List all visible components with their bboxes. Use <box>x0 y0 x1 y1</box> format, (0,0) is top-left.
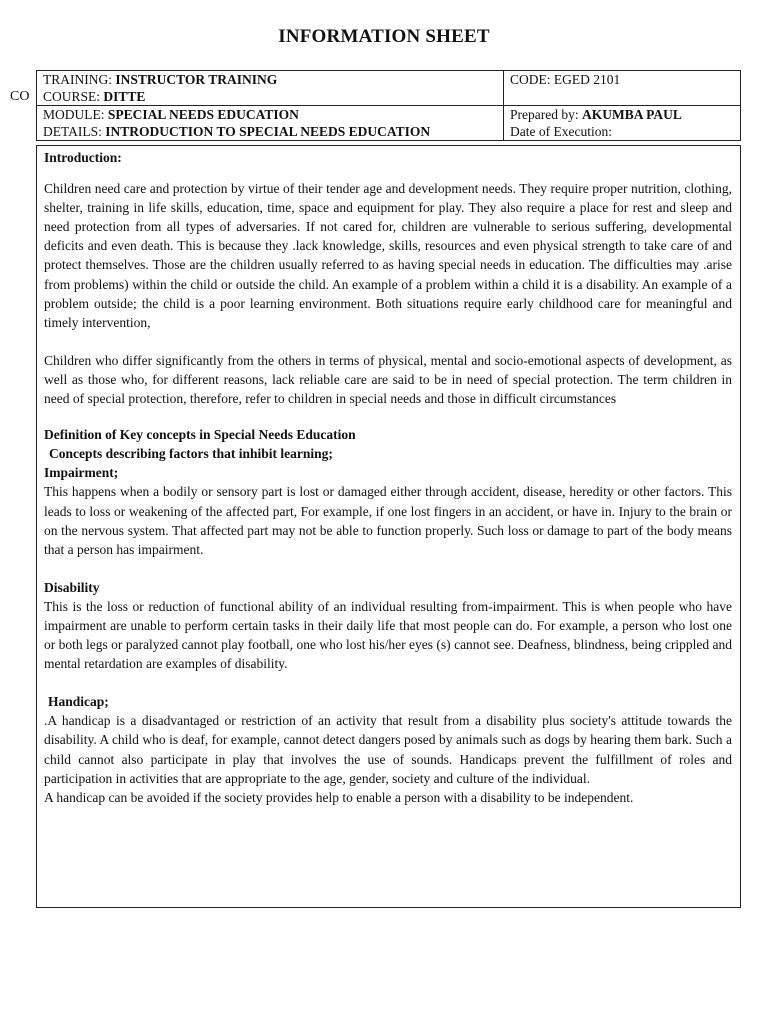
disability-text: This is the loss or reduction of functional ability of an individual resulting from-impairment. This is when people who have impairment are unable to perform certain tasks in their daily life that most people can do. For example, a person who lost one or both legs or paralyzed cannot play football, one who lost his/her eyes (s) cannot see. Deafness, blindness, being crippled and mental retardation are examples of disability. <box>44 598 732 672</box>
course-value: DITTE <box>103 89 146 104</box>
intro-paragraph-1: Children need care and protection by virtue of their tender age and development needs. They require proper nutrition, clothing, shelter, training in life skills, education, time, space and equipment for play. They also require a place for rest and sleep and need protection from all types of adversaries. If not cared for, children are vulnerable to serious suffering, developmental deficits and even death. This is because they .lack knowledge, skills, resources and even physical strength to take care of and protect themselves. Those are the children usually referred to as having special needs in education. The difficulties may .arise from problems) within the child or outside the child. An example of a problem within a child it is a disability. An example of a problem outside; the child is a poor learning environment. Both situations require early childhood care for meaningful and timely intervention, <box>44 181 732 330</box>
course-label: COURSE: <box>43 89 104 104</box>
module-value: SPECIAL NEEDS EDUCATION <box>107 107 299 122</box>
prepared-label: Prepared by: <box>510 107 582 122</box>
prepared-value: AKUMBA PAUL <box>581 107 682 122</box>
disability-heading: Disability <box>44 579 100 595</box>
training-course-cell <box>37 71 504 106</box>
training-value: INSTRUCTOR TRAINING <box>115 72 278 87</box>
details-label: DETAILS: <box>43 124 106 139</box>
module-label: MODULE: <box>43 107 108 122</box>
training-label: TRAINING: <box>43 72 116 87</box>
handicap-heading: Handicap; <box>48 694 109 710</box>
concepts-heading: Concepts describing factors that inhibit learning; <box>49 446 333 462</box>
handicap-text-1: .A handicap is a disadvantaged or restriction of an activity that result from a disability plus society's attitude towards the disability. A child who is deaf, for example, cannot detect dangers posed by animals such as dogs by hearing them bark. Such a child cannot also participate in play that involves the use of sounds. Handicaps prevent the fulfillment of roles and participation in activities that are appropriate to the age, gender, society and culture of the individual. <box>44 713 732 786</box>
code-text: CODE: EGED 2101 <box>510 72 621 87</box>
impairment-heading: Impairment; <box>44 465 119 481</box>
prepared-cell <box>504 106 741 141</box>
intro-heading: Introduction: <box>44 150 122 165</box>
impairment-text: This happens when a bodily or sensory part is lost or damaged either through accident, disease, heredity or other factors. This leads to loss or weakening of the affected part, For example, if one lost fingers in an accident, or have in. Injury to the brain or on the nervous system. That affected part may not be able to function properly. Such loss or damage to part of the body means that a person has impairment. <box>44 484 732 557</box>
details-value: INTRODUCTION TO SPECIAL NEEDS EDUCATION <box>105 124 431 139</box>
definition-heading: Definition of Key concepts in Special Needs Education <box>44 427 356 443</box>
date-label: Date of Execution: <box>510 124 612 139</box>
intro-paragraph-2: Children who differ significantly from the others in terms of physical, mental and socio-emotional aspects of development, as well as those who, for different reasons, lack reliable care are said to be in need of special protection. The term children in need of special protection, therefore, refer to children in special needs and those in difficult circumstances <box>44 352 732 407</box>
handicap-text-2: A handicap can be avoided if the society provides help to enable a person with a disability to be independent. <box>44 789 634 805</box>
header-table <box>36 70 741 141</box>
page-title: INFORMATION SHEET <box>278 26 490 47</box>
content-box <box>36 145 741 908</box>
module-details-cell <box>37 106 504 141</box>
side-note: CO <box>10 89 30 104</box>
code-cell <box>504 71 741 106</box>
